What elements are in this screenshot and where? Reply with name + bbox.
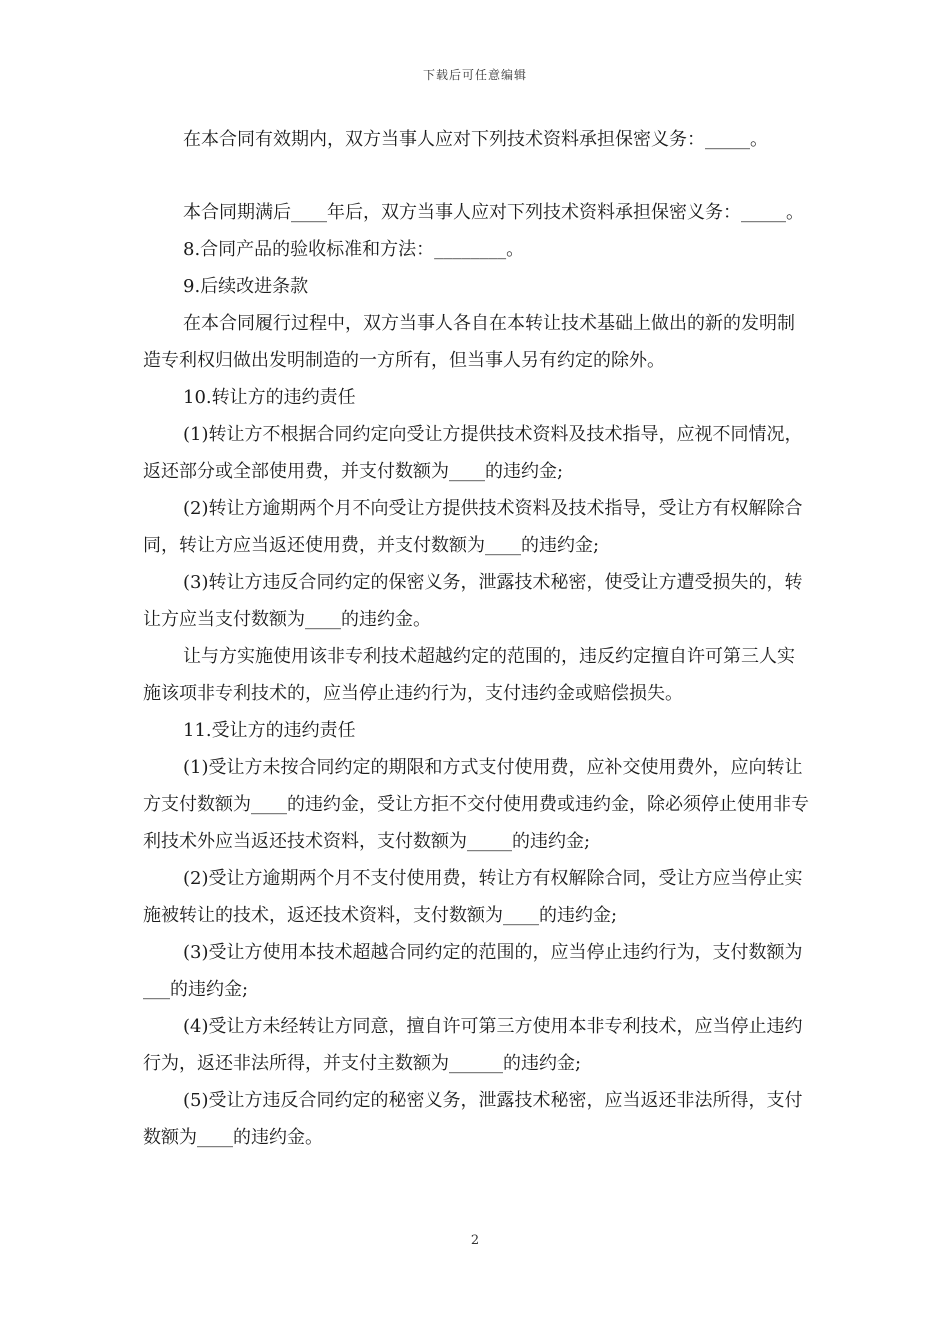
clause-11-item-2: (2)受让方逾期两个月不支付使用费，转让方有权解除合同，受让方应当停止实施被转让的技术，返还技术资料，支付数额为____的违约金;	[143, 868, 803, 926]
clause-10-body: 让与方实施使用该非专利技术超越约定的范围的，违反约定擅自许可第三人实施该项非专利技术的，应当停止违约行为，支付违约金或赔偿损失。	[143, 646, 795, 704]
clause-11-heading: 11.受让方的违约责任	[183, 720, 356, 741]
clause-11-item-5: (5)受让方违反合同约定的秘密义务，泄露技术秘密，应当返还非法所得，支付数额为____的违约金。	[143, 1090, 803, 1148]
clause-9-body: 在本合同履行过程中，双方当事人各自在本转让技术基础上做出的新的发明制造专利权归做出发明制造的一方所有，但当事人另有约定的除外。	[143, 313, 795, 371]
clause-10-item-2: (2)转让方逾期两个月不向受让方提供技术资料及技术指导，受让方有权解除合同，转让方应当返还使用费，并支付数额为____的违约金;	[143, 498, 803, 556]
paragraph-confidentiality-during: 在本合同有效期内，双方当事人应对下列技术资料承担保密义务：_____。	[183, 129, 768, 150]
clause-9-heading: 9.后续改进条款	[183, 276, 309, 297]
clause-11-item-1: (1)受让方未按合同约定的期限和方式支付使用费，应补交使用费外，应向转让方支付数额为____的违约金，受让方拒不交付使用费或违约金，除必须停止使用非专利技术外应当返还技术资料，支付数额为_____的违约金;	[143, 757, 809, 852]
clause-11-item-4: (4)受让方未经转让方同意，擅自许可第三方使用本非专利技术，应当停止违约行为，返还非法所得，并支付主数额为______的违约金;	[143, 1016, 803, 1074]
clause-10-item-1: (1)转让方不根据合同约定向受让方提供技术资料及技术指导，应视不同情况，返还部分或全部使用费，并支付数额为____的违约金;	[143, 424, 803, 482]
clause-10-item-3: (3)转让方违反合同约定的保密义务，泄露技术秘密，使受让方遭受损失的，转让方应当支付数额为____的违约金。	[143, 572, 803, 630]
page-header: 下载后可任意编辑	[422, 68, 527, 82]
clause-8-acceptance: 8.合同产品的验收标准和方法：________。	[183, 239, 525, 260]
page-number: 2	[470, 1233, 480, 1248]
paragraph-confidentiality-after: 本合同期满后____年后，双方当事人应对下列技术资料承担保密义务：_____。	[183, 202, 804, 223]
clause-10-heading: 10.转让方的违约责任	[183, 387, 356, 408]
clause-11-item-3: (3)受让方使用本技术超越合同约定的范围的，应当停止违约行为，支付数额为___的违约金;	[143, 942, 803, 1000]
document-body	[143, 121, 811, 1156]
